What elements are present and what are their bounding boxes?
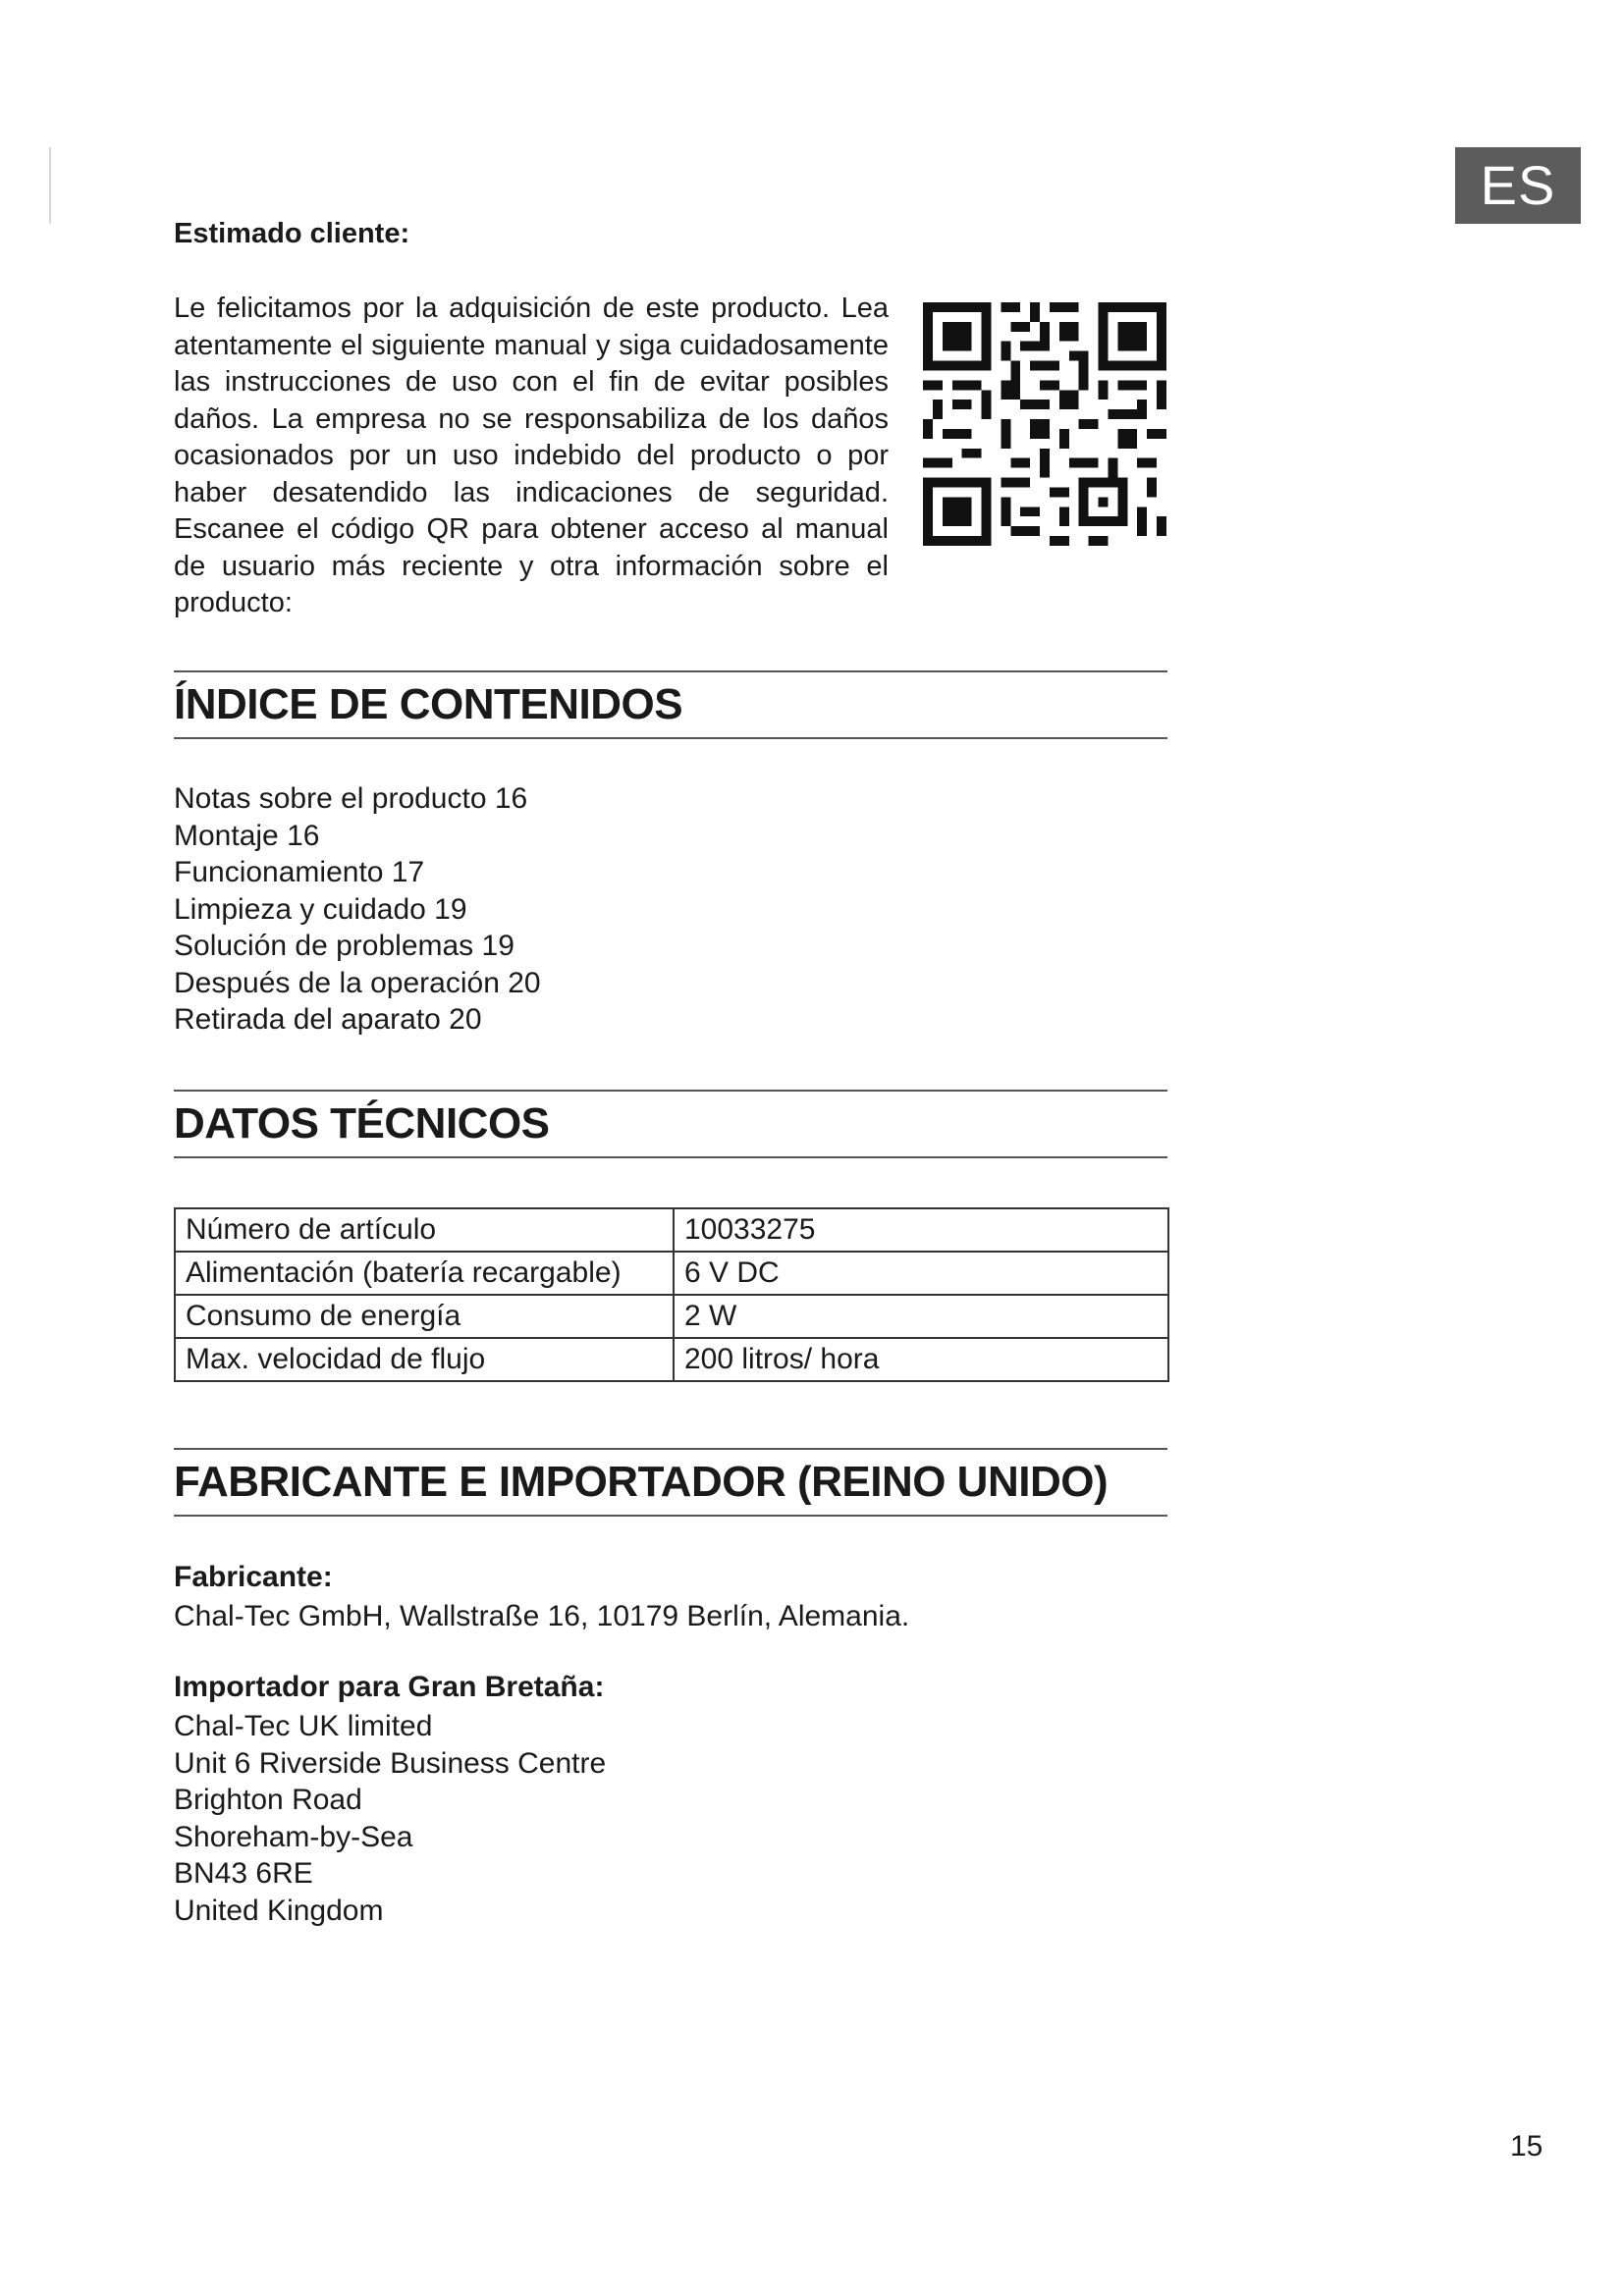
toc-item: Notas sobre el producto 16 [174,782,528,815]
toc-item: Solución de problemas 19 [174,930,514,962]
importer-label: Importador para Gran Bretaña: [174,1671,605,1703]
table-cell-value: 10033275 [674,1208,1168,1252]
toc-item: Retirada del aparato 20 [174,1003,482,1036]
language-tab: ES [1455,147,1581,224]
tech-section-header [174,1090,1167,1158]
intro-paragraph: Le felicitamos por la adquisición de este producto. Lea atentamente el siguiente manual y siga cuidadosamente las instrucciones de uso con el fin de evitar posibles daños. La empresa no se responsabiliza de los daños ocasionados por un uso indebido del producto o por haber desatendido las indicaciones de seguridad. Escanee el código QR para obtener acceso al manual de usuario más reciente y otra información sobre el producto: [174,293,889,618]
table-cell-value: 6 V DC [674,1252,1168,1295]
table-row [175,1295,1168,1338]
tech-heading: DATOS TÉCNICOS [174,1099,550,1148]
manufacturer-label: Fabricante: [174,1561,333,1593]
table-row [175,1252,1168,1295]
toc-section-header [174,670,1167,739]
table-cell-label: Max. velocidad de flujo [175,1338,674,1381]
toc-item: Funcionamiento 17 [174,856,425,888]
address-line: Shoreham-by-Sea [174,1820,413,1853]
greeting: Estimado cliente: [174,218,410,249]
table-cell-label: Consumo de energía [175,1295,674,1338]
table-of-contents [174,780,541,1039]
tech-data-table [174,1207,1169,1382]
table-cell-label: Número de artículo [175,1208,674,1252]
qr-code-icon [923,302,1166,546]
margin-rule [49,147,51,224]
address-line: Unit 6 Riverside Business Centre [174,1746,607,1780]
address-line: United Kingdom [174,1894,384,1927]
maker-section-header [174,1448,1167,1517]
toc-item: Limpieza y cuidado 19 [174,892,467,926]
address-line: Chal-Tec UK limited [174,1710,433,1742]
address-line: BN43 6RE [174,1857,313,1890]
maker-heading: FABRICANTE E IMPORTADOR (REINO UNIDO) [174,1458,1109,1506]
table-row [175,1208,1168,1252]
toc-heading: ÍNDICE DE CONTENIDOS [174,680,683,728]
table-row [175,1338,1168,1381]
table-cell-value: 200 litros/ hora [674,1338,1168,1381]
toc-item: Después de la operación 20 [174,966,541,999]
toc-item: Montaje 16 [174,819,320,852]
manufacturer-address: Chal-Tec GmbH, Wallstraße 16, 10179 Berlín, Alemania. [174,1600,910,1632]
page-number: 15 [1510,2130,1543,2163]
table-cell-label: Alimentación (batería recargable) [175,1252,674,1295]
table-cell-value: 2 W [674,1295,1168,1338]
address-line: Brighton Road [174,1784,362,1816]
importer-address [174,1708,606,1929]
